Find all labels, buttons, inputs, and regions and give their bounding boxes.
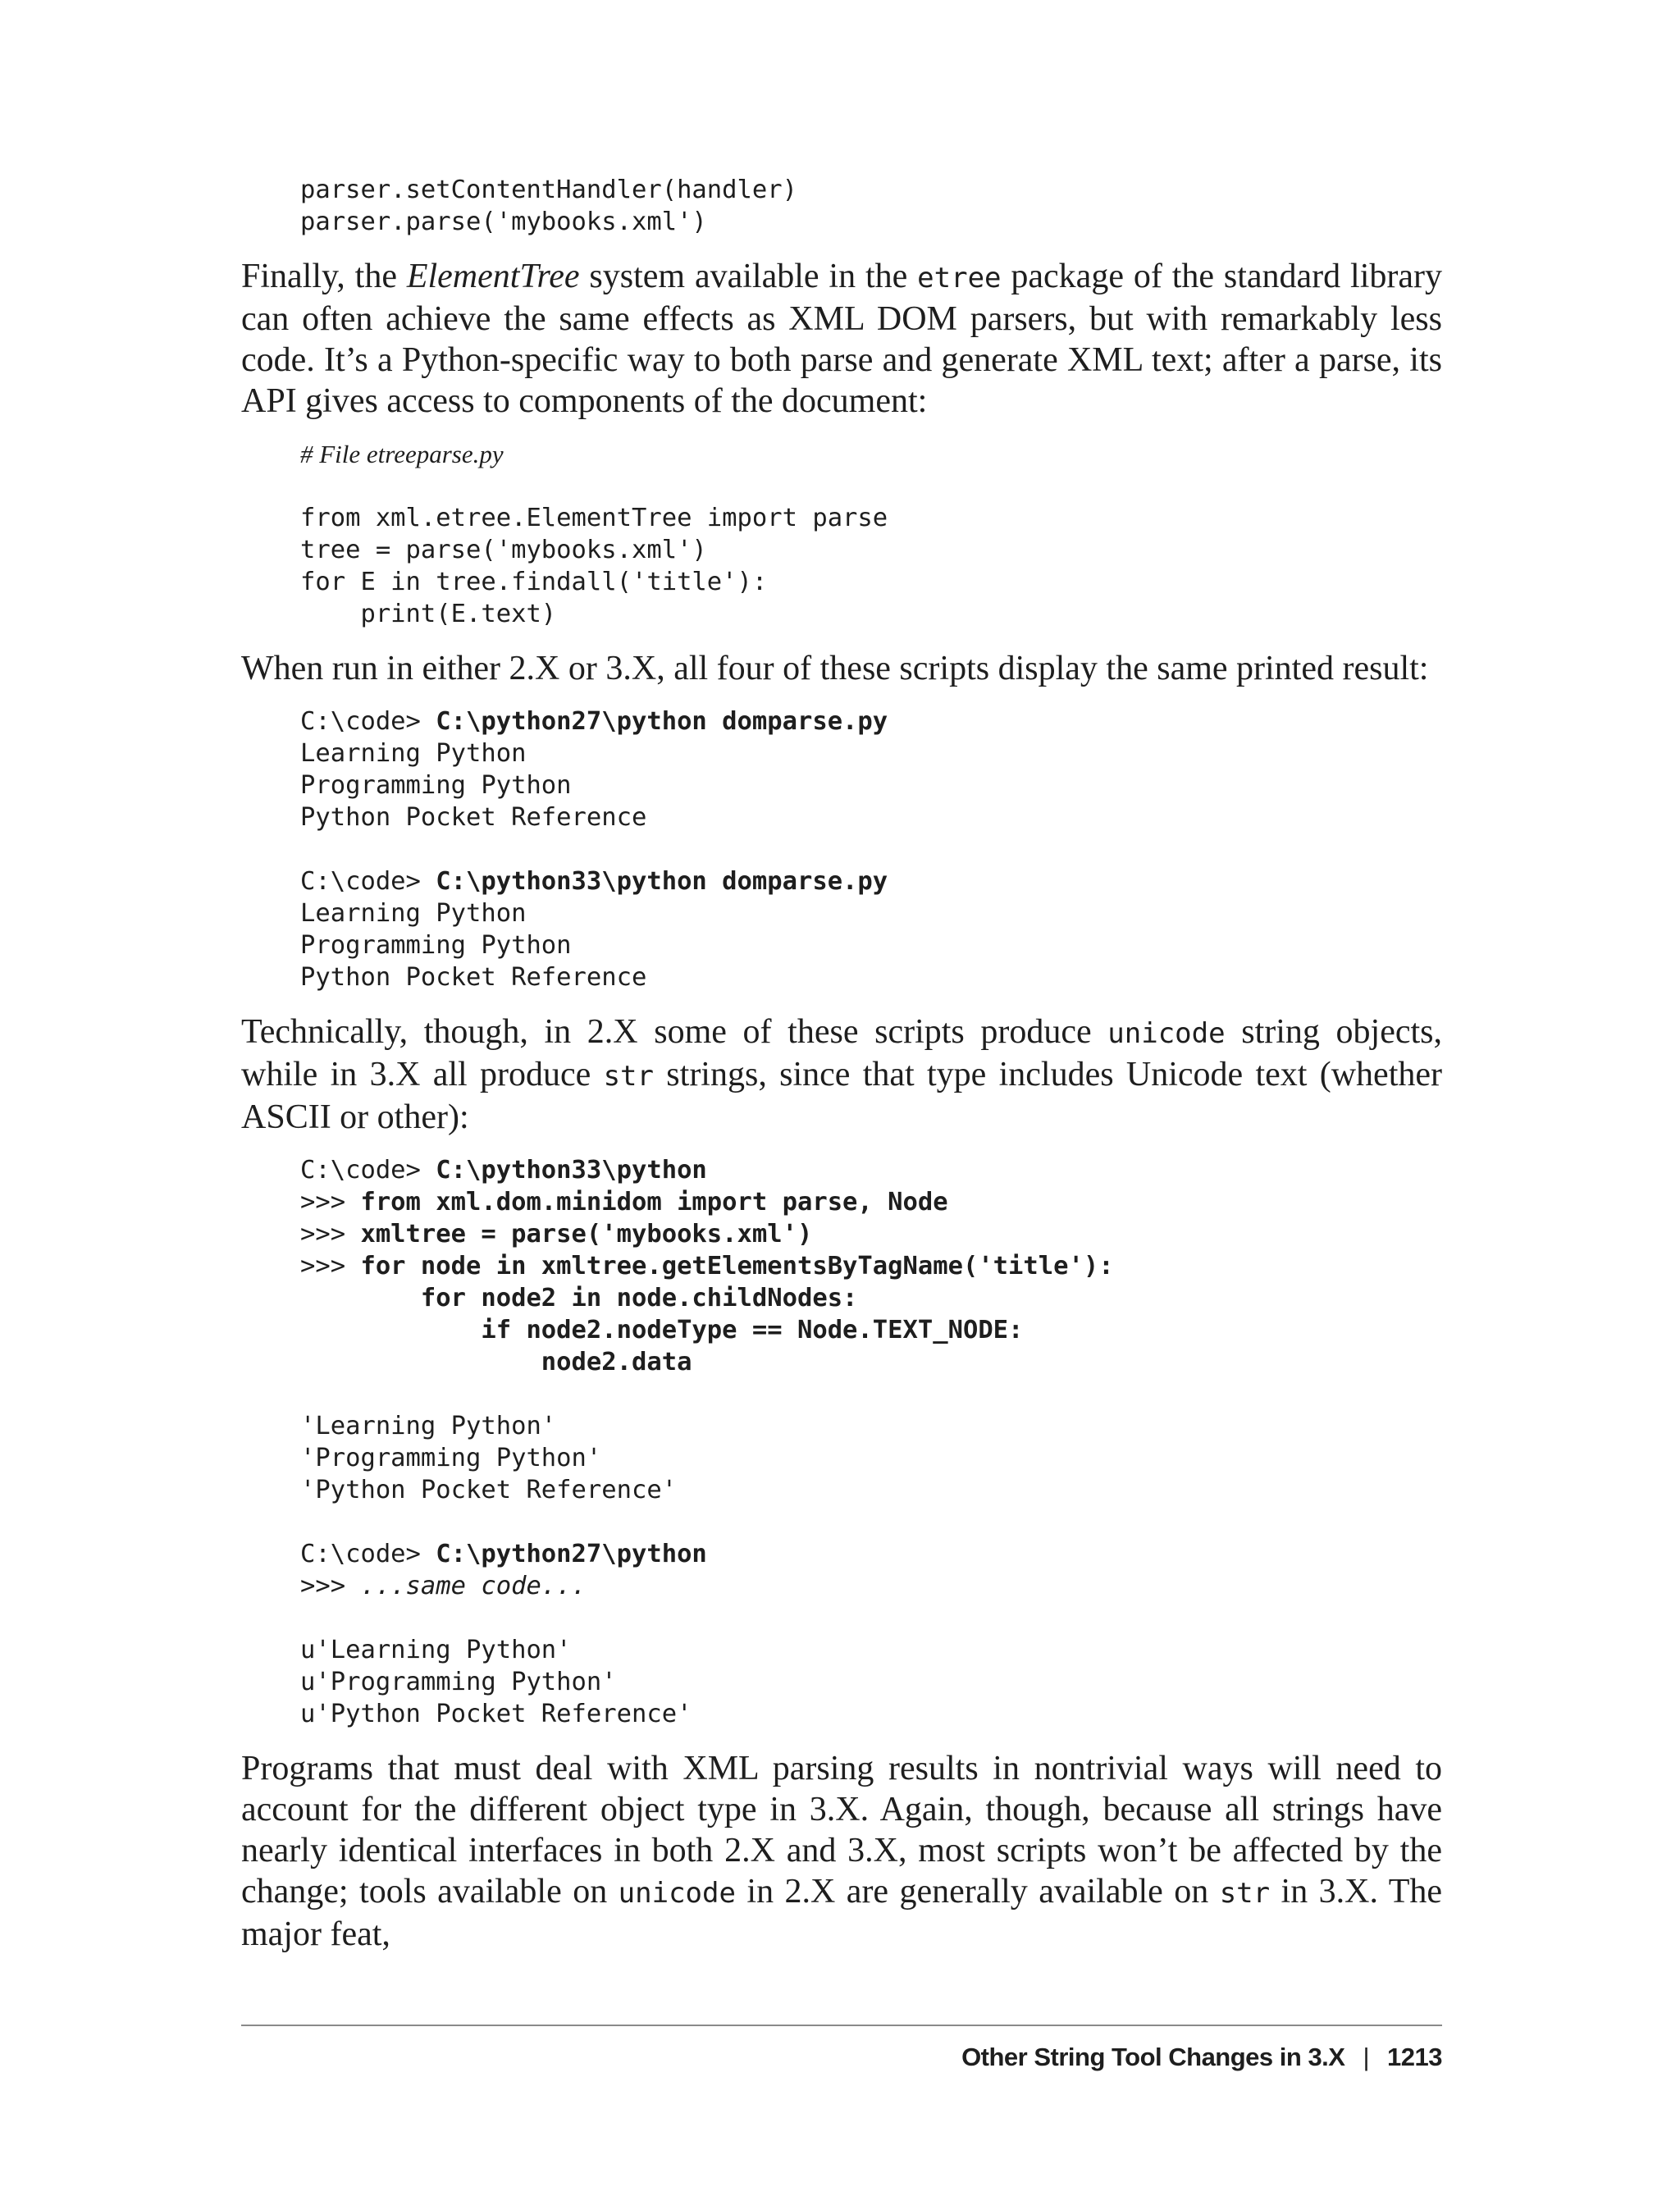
inline-code-unicode: unicode xyxy=(1107,1017,1226,1050)
code-line: from xml.etree.ElementTree import parse xyxy=(300,504,888,532)
command-line: C:\code> C:\python27\python domparse.py xyxy=(300,707,888,736)
inline-code-unicode: unicode xyxy=(618,1877,736,1910)
command-text: C:\python27\python xyxy=(436,1540,707,1568)
text-run: in 2.X are generally available on xyxy=(735,1873,1220,1911)
code-line: parser.parse('mybooks.xml') xyxy=(300,208,707,236)
output-line: Programming Python xyxy=(300,771,572,800)
paragraph-elementtree xyxy=(241,256,1442,422)
repl-line: node2.data xyxy=(300,1348,692,1376)
code-block-run-output xyxy=(300,705,1442,993)
code-comment: # File etreeparse.py xyxy=(300,440,504,468)
code-block-etreeparse xyxy=(300,438,1442,630)
paragraph-unicode-str xyxy=(241,1011,1442,1138)
command-line: C:\code> C:\python27\python xyxy=(300,1540,707,1568)
code-line: parser.setContentHandler(handler) xyxy=(300,176,797,204)
text-run: string objects, while in 3.X all produce xyxy=(241,1013,1442,1093)
output-line: Programming Python xyxy=(300,931,572,960)
command-line: C:\code> C:\python33\python xyxy=(300,1156,707,1185)
inline-code-str: str xyxy=(1219,1877,1271,1910)
output-line: 'Python Pocket Reference' xyxy=(300,1476,678,1504)
output-line: Learning Python xyxy=(300,739,527,768)
page-number: 1213 xyxy=(1387,2043,1442,2071)
output-line: Python Pocket Reference xyxy=(300,963,647,992)
paragraph-programs xyxy=(241,1748,1442,1955)
output-line: 'Learning Python' xyxy=(300,1412,557,1440)
output-line: Learning Python xyxy=(300,899,527,928)
output-line: u'Programming Python' xyxy=(300,1668,617,1696)
running-footer-section: Other String Tool Changes in 3.X xyxy=(961,2043,1345,2071)
command-text: C:\python33\python domparse.py xyxy=(436,867,888,896)
code-line: for E in tree.findall('title'): xyxy=(300,568,768,596)
emphasis-elementtree: ElementTree xyxy=(406,258,580,295)
output-line: u'Python Pocket Reference' xyxy=(300,1700,692,1728)
repl-line: >>> from xml.dom.minidom import parse, Node xyxy=(300,1188,948,1217)
page-footer xyxy=(961,2043,1442,2072)
text-run: Technically, though, in 2.X some of these scripts produce xyxy=(241,1013,1108,1051)
code-block-interactive xyxy=(300,1154,1442,1730)
text-run: package of the standard library can often achieve the same effects as XML DOM parsers, but with remarkably less code. It’s a Python-specific way to both parse and generate XML text; after a parse, its API gives access to components of the document: xyxy=(241,258,1442,420)
paragraph-run-result: When run in either 2.X or 3.X, all four of these scripts display the same printed result: xyxy=(241,650,1429,687)
footer-divider xyxy=(241,2025,1442,2026)
text-run: system available in the xyxy=(579,258,918,295)
repl-line: >>> ...same code... xyxy=(300,1572,587,1600)
text-run: Finally, the xyxy=(241,258,407,295)
code-block-parser xyxy=(300,174,1442,238)
repl-line: if node2.nodeType == Node.TEXT_NODE: xyxy=(300,1316,1024,1344)
same-code-note: ...same code... xyxy=(360,1572,587,1600)
text-run: strings, since that type includes Unicode text (whether ASCII or other): xyxy=(241,1056,1442,1136)
repl-line: for node2 in node.childNodes: xyxy=(300,1284,858,1312)
code-line: print(E.text) xyxy=(300,600,557,628)
repl-line: >>> for node in xmltree.getElementsByTagName('title'): xyxy=(300,1252,1114,1281)
command-line: C:\code> C:\python33\python domparse.py xyxy=(300,867,888,896)
footer-separator: | xyxy=(1363,2043,1370,2071)
text-run: Programs that must deal with XML parsing results in nontrivial ways will need to account for the different object type in 3.X. Again, though, because all strings have nearly identical interfaces in both 2.X and 3.X, most scripts won’t be affected by the change; tools available on xyxy=(241,1750,1442,1911)
code-line: tree = parse('mybooks.xml') xyxy=(300,536,707,564)
output-line: Python Pocket Reference xyxy=(300,803,647,832)
page-body xyxy=(241,174,1442,1971)
text-run: in 3.X. The major feat, xyxy=(241,1873,1442,1953)
output-line: 'Programming Python' xyxy=(300,1444,602,1472)
command-text: C:\python27\python domparse.py xyxy=(436,707,888,736)
repl-line: >>> xmltree = parse('mybooks.xml') xyxy=(300,1220,813,1249)
inline-code-etree: etree xyxy=(917,262,1002,294)
command-text: C:\python33\python xyxy=(436,1156,707,1185)
inline-code-str: str xyxy=(603,1060,654,1093)
output-line: u'Learning Python' xyxy=(300,1636,572,1664)
